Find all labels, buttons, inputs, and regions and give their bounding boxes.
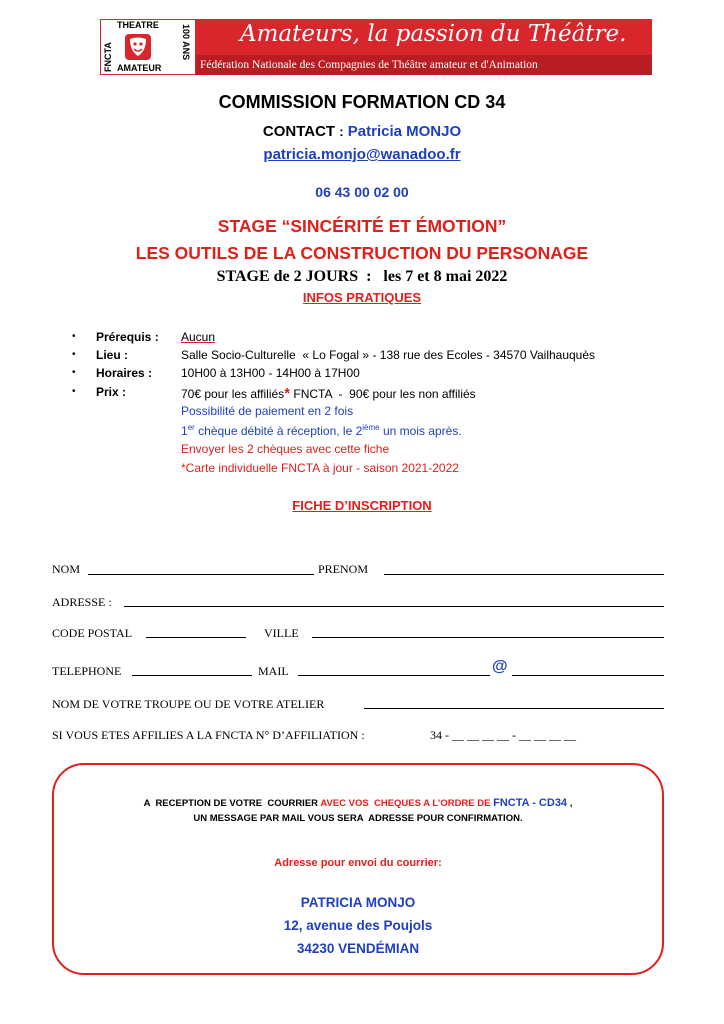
stage-title: STAGE “SINCÉRITÉ ET ÉMOTION” — [217, 216, 507, 236]
horaires-value: 10H00 à 13H00 - 14H00 à 17H00 — [181, 366, 360, 380]
lieu-label: Lieu : — [96, 348, 128, 362]
fncta-logo — [100, 19, 196, 75]
confirmation-line: UN MESSAGE PAR MAIL VOUS SERA ADRESSE POUR CONFIRMATION. — [193, 813, 523, 824]
nom-field[interactable] — [88, 574, 314, 575]
lieu-value: Salle Socio-Culturelle « Lo Fogal » - 138 rue des Ecoles - 34570 Vailhauquès — [181, 348, 596, 362]
envoyer-text: Envoyer les 2 chèques avec cette fiche — [181, 442, 390, 456]
affiliation-field[interactable]: 34 - __ __ __ __ - __ __ __ __ — [430, 728, 576, 742]
address-name: PATRICIA MONJO — [300, 895, 416, 910]
address-city: 34230 VENDÉMIAN — [296, 941, 420, 956]
contact-email-link[interactable]: patricia.monjo@wanadoo.fr — [263, 146, 461, 163]
infos-heading: INFOS PRATIQUES — [302, 290, 422, 305]
prix-affilies: 70€ pour les affiliés — [181, 387, 285, 401]
confirmation-box — [52, 763, 664, 975]
nom-label: NOM — [52, 562, 81, 576]
code-postal-field[interactable] — [146, 637, 246, 638]
horaires-label: Horaires : — [96, 366, 153, 380]
ville-field[interactable] — [312, 637, 664, 638]
logo-fncta-text: FNCTA — [103, 42, 113, 72]
logo-theatre-text: THEATRE — [117, 20, 159, 30]
code-postal-label: CODE POSTAL — [52, 626, 133, 640]
ville-label: VILLE — [264, 626, 299, 640]
prix-label: Prix : — [96, 385, 127, 399]
form-heading: FICHE D’INSCRIPTION — [292, 498, 432, 513]
address-street: 12, avenue des Poujols — [283, 918, 433, 933]
reception-line: A RECEPTION DE VOTRE COURRIER AVEC VOS CHEQUES A L’ORDRE DE FNCTA - CD34 , — [143, 797, 573, 809]
prix-non-affilies: FNCTA - 90€ pour les non affiliés — [290, 387, 476, 401]
affiliation-label: SI VOUS ETES AFFILIES A LA FNCTA N° D’AFFILIATION : — [52, 728, 365, 742]
adresse-heading: Adresse pour envoi du courrier: — [274, 857, 442, 869]
page-title: COMMISSION FORMATION CD 34 — [218, 92, 506, 112]
adresse-field[interactable] — [124, 606, 664, 607]
mail-domain-field[interactable] — [512, 675, 664, 676]
theatre-mask-icon — [125, 34, 151, 60]
bullet: • — [72, 386, 76, 397]
cheque-text: 1er chèque débité à réception, le 2ième un mois après. — [181, 423, 462, 438]
prenom-label: PRENOM — [318, 562, 369, 576]
telephone-label: TELEPHONE — [52, 664, 122, 678]
contact-label: CONTACT — [262, 123, 336, 140]
mail-user-field[interactable] — [298, 675, 490, 676]
prerequis-value: Aucun — [181, 330, 216, 344]
stage-duration: STAGE de 2 JOURS : les 7 et 8 mai 2022 — [216, 268, 508, 285]
telephone-field[interactable] — [132, 675, 252, 676]
federation-name: Fédération Nationale des Compagnies de Théâtre amateur et d'Animation — [200, 59, 538, 71]
carte-text: *Carte individuelle FNCTA à jour - saison 2021-2022 — [181, 461, 459, 475]
bullet: • — [72, 349, 76, 360]
prix-value — [181, 385, 476, 402]
adresse-label: ADRESSE : — [52, 595, 112, 609]
contact-separator: : — [339, 124, 344, 139]
stage-subtitle: LES OUTILS DE LA CONSTRUCTION DU PERSONAGE — [135, 243, 589, 263]
logo-amateur-text: AMATEUR — [117, 63, 162, 73]
at-sign: @ — [492, 658, 508, 675]
contact-name: Patricia MONJO — [347, 123, 462, 140]
contact-email-wrap — [0, 146, 724, 163]
contact-phone: 06 43 00 02 00 — [315, 184, 409, 200]
prix-star: * — [284, 385, 291, 402]
logo-100-ans-text: 100 ANS — [181, 24, 191, 61]
bullet: • — [72, 331, 76, 342]
banner-slogan: Amateurs, la passion du Théâtre. — [240, 21, 627, 47]
troupe-label: NOM DE VOTRE TROUPE OU DE VOTRE ATELIER — [52, 697, 325, 711]
contact-line — [0, 123, 724, 140]
paiement-text: Possibilité de paiement en 2 fois — [181, 404, 354, 418]
mail-label: MAIL — [258, 664, 289, 678]
troupe-field[interactable] — [364, 708, 664, 709]
header-banner — [100, 19, 652, 75]
bullet: • — [72, 367, 76, 378]
prerequis-label: Prérequis : — [96, 330, 159, 344]
prenom-field[interactable] — [384, 574, 664, 575]
